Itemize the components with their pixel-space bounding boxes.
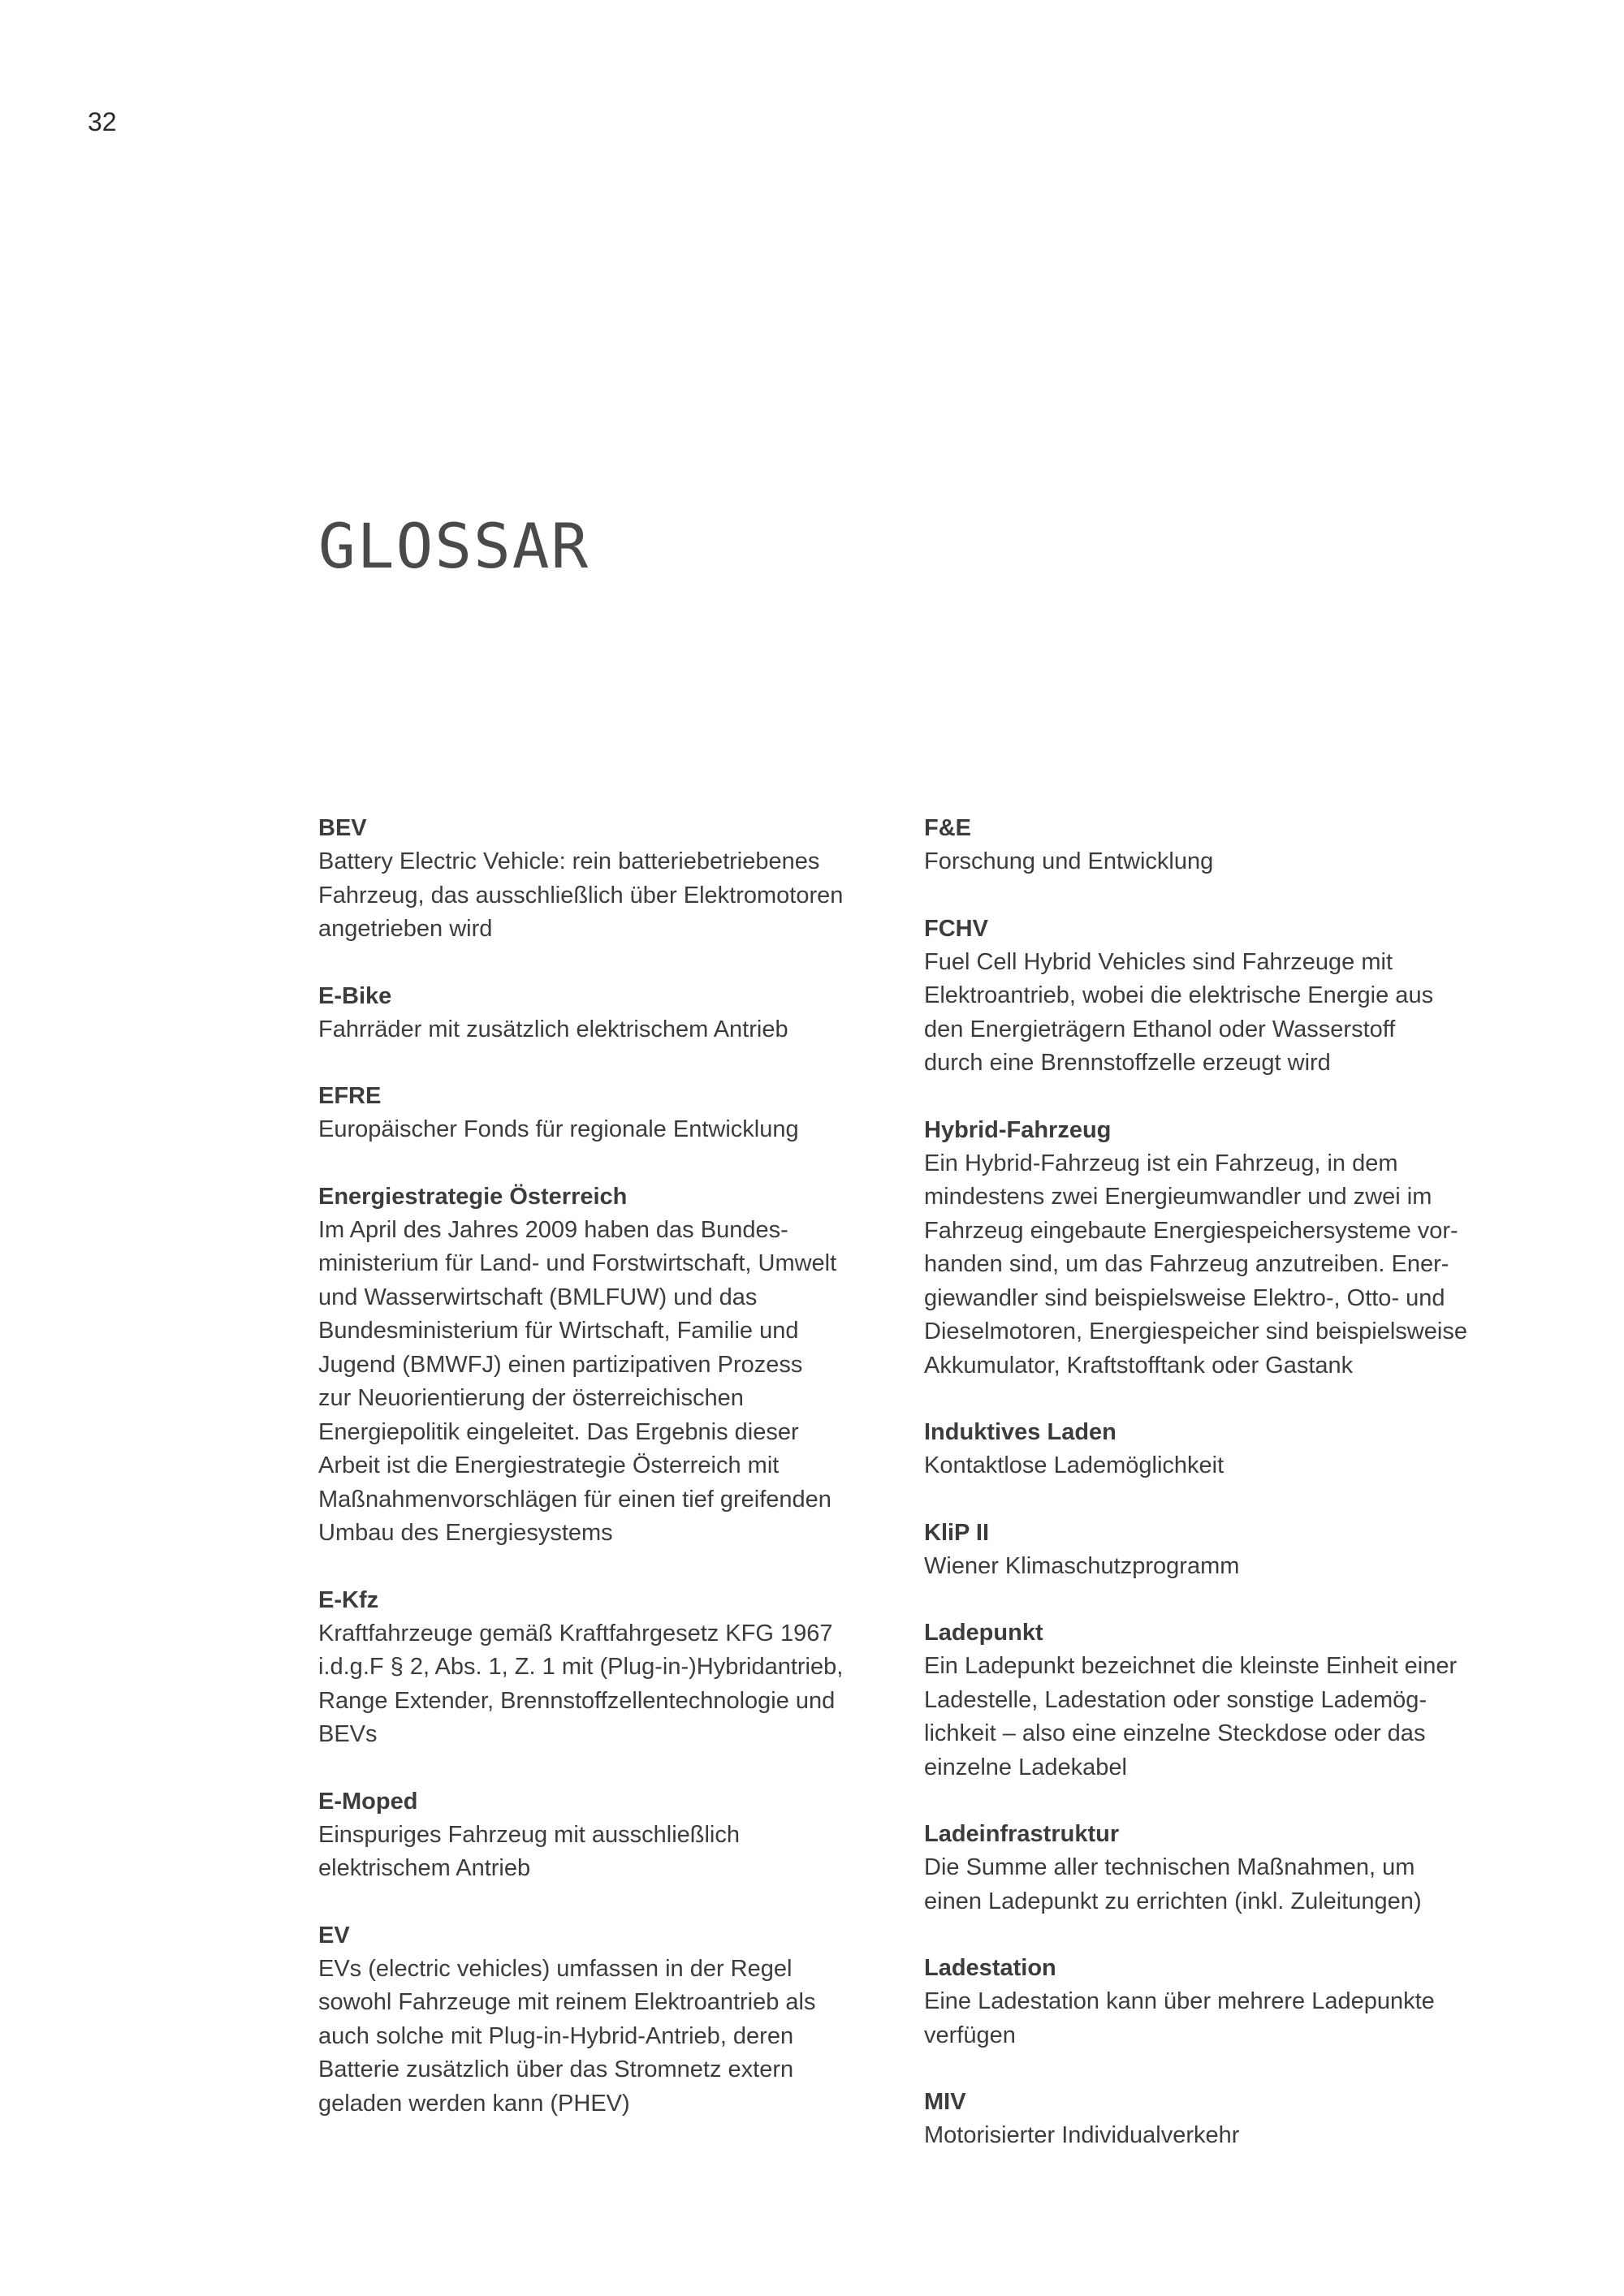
glossary-term: Ladestation — [924, 1955, 1056, 1981]
glossary-definition: Europäischer Fonds für regionale Entwicklung — [318, 1116, 799, 1142]
glossary-entry — [318, 1584, 887, 1752]
glossary-definition: Motorisierter Individualverkehr — [924, 2122, 1240, 2148]
glossary-term: E-Kfz — [318, 1586, 379, 1613]
glossary-term: E-Moped — [318, 1788, 418, 1815]
page-title: GLOSSAR — [318, 510, 590, 582]
glossary-column-left — [318, 812, 887, 2154]
glossary-definition: Kontaktlose Lademöglichkeit — [924, 1452, 1224, 1478]
glossary-definition: Fahrräder mit zusätzlich elektrischem Antrieb — [318, 1016, 788, 1042]
glossary-term: FCHV — [924, 915, 988, 942]
glossary-term: F&E — [924, 815, 971, 841]
glossary-term: EFRE — [318, 1083, 382, 1109]
glossary-entry — [924, 913, 1509, 1081]
glossary-term: BEV — [318, 815, 367, 841]
glossary-definition: EVs (electric vehicles) umfassen in der Regel sowohl Fahrzeuge mit reinem Elektroantrieb als auch solche mit Plug-in-Hybrid-Antrieb, deren Batterie zusätzlich über das Stromnetz extern geladen werden kann (PHEV) — [318, 1955, 816, 2117]
glossary-term: EV — [318, 1922, 350, 1949]
glossary-entry — [924, 1952, 1509, 2052]
glossary-term: Induktives Laden — [924, 1419, 1116, 1445]
glossary-definition: Die Summe aller technischen Maßnahmen, um einen Ladepunkt zu errichten (inkl. Zuleitungen) — [924, 1854, 1422, 1914]
glossary-definition: Battery Electric Vehicle: rein batteriebetriebenes Fahrzeug, das ausschließlich über Elektromotoren angetrieben wird — [318, 848, 844, 942]
glossary-entry — [318, 1919, 887, 2121]
glossary-entry — [924, 812, 1509, 879]
glossary-column-right — [924, 812, 1509, 2186]
glossary-entry — [924, 1616, 1509, 1785]
glossary-definition: Wiener Klimaschutzprogramm — [924, 1552, 1240, 1579]
glossary-term: Ladeinfrastruktur — [924, 1821, 1120, 1847]
glossary-term: Hybrid-Fahrzeug — [924, 1116, 1112, 1143]
glossary-definition: Eine Ladestation kann über mehrere Ladepunkte verfügen — [924, 1988, 1435, 2048]
glossary-term: E-Bike — [318, 982, 392, 1009]
glossary-entry — [924, 1818, 1509, 1918]
glossary-entry — [318, 1180, 887, 1551]
glossary-term: Ladepunkt — [924, 1620, 1043, 1646]
glossary-definition: Fuel Cell Hybrid Vehicles sind Fahrzeuge mit Elektroantrieb, wobei die elektrische Energie aus den Energieträgern Ethanol oder Wasserstoff durch eine Brennstoffzelle erzeugt wird — [924, 948, 1434, 1076]
glossary-entry — [924, 1416, 1509, 1483]
glossary-entry — [924, 2086, 1509, 2153]
glossary-definition: Ein Ladepunkt bezeichnet die kleinste Einheit einer Ladestelle, Ladestation oder sonstige Lademög- lichkeit – also eine einzelne Steckdose oder das einzelne Ladekabel — [924, 1653, 1458, 1780]
glossary-term: Energiestrategie Österreich — [318, 1183, 628, 1210]
page-number: 32 — [88, 107, 117, 136]
glossary-term: MIV — [924, 2089, 966, 2115]
glossary-entry — [318, 980, 887, 1047]
glossary-definition: Ein Hybrid-Fahrzeug ist ein Fahrzeug, in dem mindestens zwei Energieumwandler und zwei im Fahrzeug eingebaute Energiespeichersysteme vor- handen sind, um das Fahrzeug anzutreiben. Ener- giewandler sind beispielsweise Elektro-, Otto- und Dieselmotoren, Energiespeicher sind beispielsweise Akkumulator, Kraftstofftank oder Gastank — [924, 1150, 1467, 1379]
glossary-definition: Im April des Jahres 2009 haben das Bundes- ministerium für Land- und Forstwirtschaft, Umwelt und Wasserwirtschaft (BMLFUW) und das Bundesministerium für Wirtschaft, Familie und Jugend (BMWFJ) einen partizipativen Prozess zur Neuorientierung der österreichischen Energiepolitik eingeleitet. Das Ergebnis dieser Arbeit ist die Energiestrategie Österreich mit Maßnahmenvorschlägen für einen tief greifenden Umbau des Energiesystems — [318, 1216, 837, 1546]
glossary-definition: Forschung und Entwicklung — [924, 848, 1214, 874]
glossary-definition: Kraftfahrzeuge gemäß Kraftfahrgesetz KFG 1967 i.d.g.F § 2, Abs. 1, Z. 1 mit (Plug-in-)Hybridantrieb, Range Extender, Brennstoffzellentechnologie und BEVs — [318, 1620, 844, 1747]
glossary-entry — [318, 812, 887, 947]
glossary-definition: Einspuriges Fahrzeug mit ausschließlich elektrischem Antrieb — [318, 1821, 740, 1881]
glossary-term: KliP II — [924, 1519, 990, 1546]
glossary-entry — [318, 1080, 887, 1147]
glossary-entry — [318, 1785, 887, 1886]
glossary-entry — [924, 1517, 1509, 1584]
glossary-entry — [924, 1114, 1509, 1383]
